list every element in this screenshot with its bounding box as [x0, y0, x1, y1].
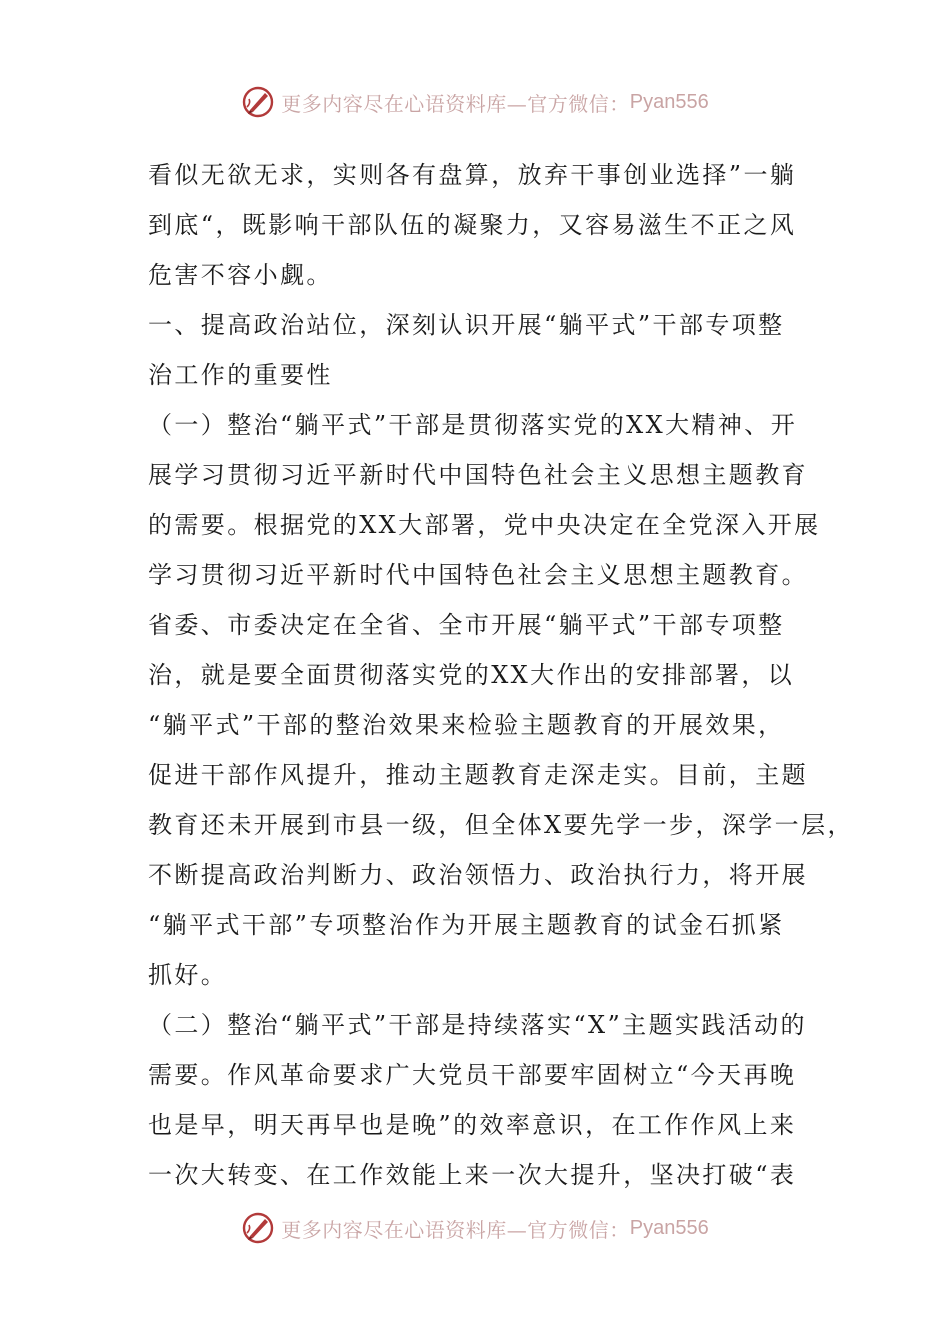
text-line: （一）整治“躺平式”干部是贯彻落实党的XX大精神、开 [148, 411, 798, 439]
text-line: 教育还未开展到市县一级，但全体X要先学一步，深学一层， [148, 811, 854, 839]
text-line: 省委、市委决定在全省、全市开展“躺平式”干部专项整 [148, 611, 785, 639]
text-line: 的需要。根据党的XX大部署，党中央决定在全党深入开展 [148, 511, 821, 539]
pen-logo-icon [241, 1211, 275, 1245]
text-line: 也是早，明天再早也是晚”的效率意识，在工作作风上来 [148, 1111, 797, 1139]
pen-logo-icon [241, 85, 275, 119]
watermark-text: 更多内容尽在心语资料库—官方微信： [281, 91, 630, 116]
text-line: 学习贯彻习近平新时代中国特色社会主义思想主题教育。 [148, 561, 808, 589]
text-line: “躺平式”干部的整治效果来检验主题教育的开展效果， [148, 711, 785, 739]
text-line: 抓好。 [148, 961, 228, 989]
watermark-text: 更多内容尽在心语资料库—官方微信： [281, 1217, 630, 1242]
text-line: 治，就是要全面贯彻落实党的XX大作出的安排部署，以 [148, 661, 795, 689]
text-line: 一次大转变、在工作效能上来一次大提升，坚决打破“表 [148, 1161, 797, 1189]
text-line: 不断提高政治判断力、政治领悟力、政治执行力，将开展 [148, 861, 808, 889]
text-line: 需要。作风革命要求广大党员干部要牢固树立“今天再晚 [148, 1061, 797, 1089]
document-body [148, 150, 854, 1200]
text-line: “躺平式干部”专项整治作为开展主题教育的试金石抓紧 [148, 911, 785, 939]
text-line: 到底“，既影响干部队伍的凝聚力，又容易滋生不正之风 [148, 211, 797, 239]
footer-watermark [0, 1208, 950, 1248]
text-line: 展学习贯彻习近平新时代中国特色社会主义思想主题教育 [148, 461, 808, 489]
text-line: （二）整治“躺平式”干部是持续落实“X”主题实践活动的 [148, 1011, 807, 1039]
text-line: 促进干部作风提升，推动主题教育走深走实。目前，主题 [148, 761, 808, 789]
watermark-code: Pyan556 [629, 1216, 709, 1239]
text-line: 看似无欲无求，实则各有盘算，放弃干事创业选择”一躺 [148, 161, 797, 189]
section-heading-line: 一、提高政治站位，深刻认识开展“躺平式”干部专项整 [148, 311, 785, 339]
watermark-code: Pyan556 [629, 90, 709, 113]
header-watermark [0, 82, 950, 122]
section-heading-line: 治工作的重要性 [148, 361, 333, 389]
text-line: 危害不容小觑。 [148, 261, 333, 289]
